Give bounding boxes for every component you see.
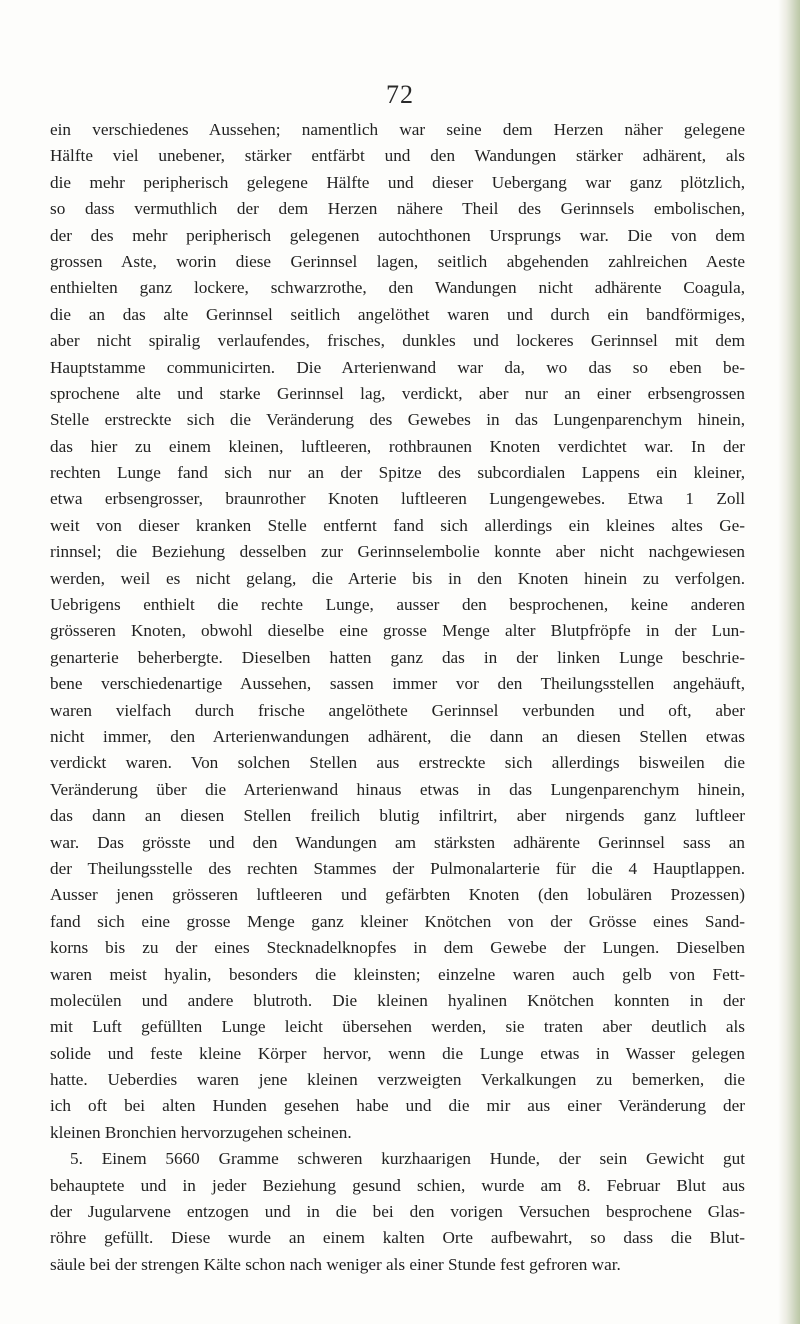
text-line: waren vielfach durch frische angelöthete Gerinnsel verbunden und oft, aber: [50, 700, 745, 720]
text-line: das hier zu einem kleinen, luftleeren, rothbraunen Knoten verdichtet war. In der: [50, 436, 745, 456]
text-line: die mehr peripherisch gelegene Hälfte und dieser Uebergang war ganz plötzlich,: [50, 172, 745, 192]
text-line: rechten Lunge fand sich nur an der Spitze des subcordialen Lappens ein kleiner,: [50, 463, 745, 483]
text-line: röhre gefüllt. Diese wurde an einem kalten Orte aufbewahrt, so dass die Blut-: [50, 1228, 745, 1248]
text-line: der Theilungsstelle des rechten Stammes der Pulmonalarterie für die 4 Hauptlappen.: [50, 858, 745, 878]
text-line: Uebrigens enthielt die rechte Lunge, ausser den besprochenen, keine anderen: [50, 595, 745, 615]
text-line: Ausser jenen grösseren luftleeren und gefärbten Knoten (den lobulären Prozessen): [50, 885, 745, 905]
text-line: rinnsel; die Beziehung desselben zur Gerinnselembolie konnte aber nicht nachgewiesen: [50, 542, 745, 562]
text-line: behauptete und in jeder Beziehung gesund schien, wurde am 8. Februar Blut aus: [50, 1175, 745, 1195]
text-line: fand sich eine grosse Menge ganz kleiner Knötchen von der Grösse eines Sand-: [50, 911, 745, 931]
text-line: die an das alte Gerinnsel seitlich angelöthet waren und durch ein bandförmiges,: [50, 304, 745, 324]
text-line: so dass vermuthlich der dem Herzen nähere Theil des Gerinnsels embolischen,: [50, 199, 745, 219]
text-line: genarterie beherbergte. Dieselben hatten ganz das in der linken Lunge beschrie-: [50, 647, 745, 667]
text-line: hatte. Ueberdies waren jene kleinen verzweigten Verkalkungen zu bemerken, die: [50, 1070, 745, 1090]
paragraph-2: [50, 1146, 745, 1278]
text-line: mit Luft gefüllten Lunge leicht übersehen werden, sie traten aber deutlich als: [50, 1017, 745, 1037]
text-line: sprochene alte und starke Gerinnsel lag, verdickt, aber nur an einer erbsengrossen: [50, 383, 745, 403]
text-line: Veränderung über die Arterienwand hinaus etwas in das Lungenparenchym hinein,: [50, 779, 745, 799]
text-line: werden, weil es nicht gelang, die Arterie bis in den Knoten hinein zu verfolgen.: [50, 568, 745, 588]
text-line: solide und feste kleine Körper hervor, wenn die Lunge etwas in Wasser gelegen: [50, 1043, 745, 1063]
text-line: das dann an diesen Stellen freilich blutig infiltrirt, aber nirgends ganz luftleer: [50, 806, 745, 826]
text-line: molecülen und andere blutroth. Die kleinen hyalinen Knötchen konnten in der: [50, 990, 745, 1010]
text-line: Hauptstamme communicirten. Die Arterienwand war da, wo das so eben be-: [50, 357, 745, 377]
text-line: etwa erbsengrosser, braunrother Knoten luftleeren Lungengewebes. Etwa 1 Zoll: [50, 489, 745, 509]
text-line: 5. Einem 5660 Gramme schweren kurzhaarigen Hunde, der sein Gewicht gut: [70, 1149, 745, 1169]
text-line: waren meist hyalin, besonders die kleinsten; einzelne waren auch gelb von Fett-: [50, 964, 745, 984]
text-line: Hälfte viel unebener, stärker entfärbt und den Wandungen stärker adhärent, als: [50, 146, 745, 166]
text-line: war. Das grösste und den Wandungen am stärksten adhärente Gerinnsel sass an: [50, 832, 745, 852]
text-line: Stelle erstreckte sich die Veränderung des Gewebes in das Lungenparenchym hinein,: [50, 410, 745, 430]
text-line: der Jugularvene entzogen und in die bei den vorigen Versuchen besprochene Glas-: [50, 1202, 745, 1222]
text-line: ein verschiedenes Aussehen; namentlich war seine dem Herzen näher gelegene: [50, 120, 745, 139]
page-edge-shadow: [778, 0, 800, 1324]
page-number: 72: [386, 80, 414, 109]
text-line: der des mehr peripherisch gelegenen autochthonen Ursprungs war. Die von dem: [50, 225, 745, 245]
text-line: verdickt waren. Von solchen Stellen aus erstreckte sich allerdings bisweilen die: [50, 753, 745, 773]
text-line: bene verschiedenartige Aussehen, sassen immer vor den Theilungsstellen angehäuft,: [50, 674, 745, 694]
text-line: grossen Aste, worin diese Gerinnsel lagen, seitlich abgehenden zahlreichen Aeste: [50, 251, 745, 271]
text-line: ich oft bei alten Hunden gesehen habe und die mir aus einer Veränderung der: [50, 1096, 745, 1116]
body-text: [50, 117, 745, 1278]
text-line: korns bis zu der eines Stecknadelknopfes in dem Gewebe der Lungen. Dieselben: [50, 938, 745, 958]
text-line: säule bei der strengen Kälte schon nach weniger als einer Stunde fest gefroren war.: [50, 1254, 621, 1274]
text-line: grösseren Knoten, obwohl dieselbe eine grosse Menge alter Blutpfröpfe in der Lun-: [50, 621, 745, 641]
paragraph-1: [50, 117, 745, 1146]
text-line: weit von dieser kranken Stelle entfernt fand sich allerdings ein kleines altes Ge-: [50, 515, 745, 535]
text-line: kleinen Bronchien hervorzugehen scheinen.: [50, 1122, 352, 1142]
text-line: nicht immer, den Arterienwandungen adhärent, die dann an diesen Stellen etwas: [50, 726, 745, 746]
text-line: enthielten ganz lockere, schwarzrothe, den Wandungen nicht adhärente Coagula,: [50, 278, 745, 298]
text-line: aber nicht spiralig verlaufendes, frisches, dunkles und lockeres Gerinnsel mit dem: [50, 331, 745, 351]
